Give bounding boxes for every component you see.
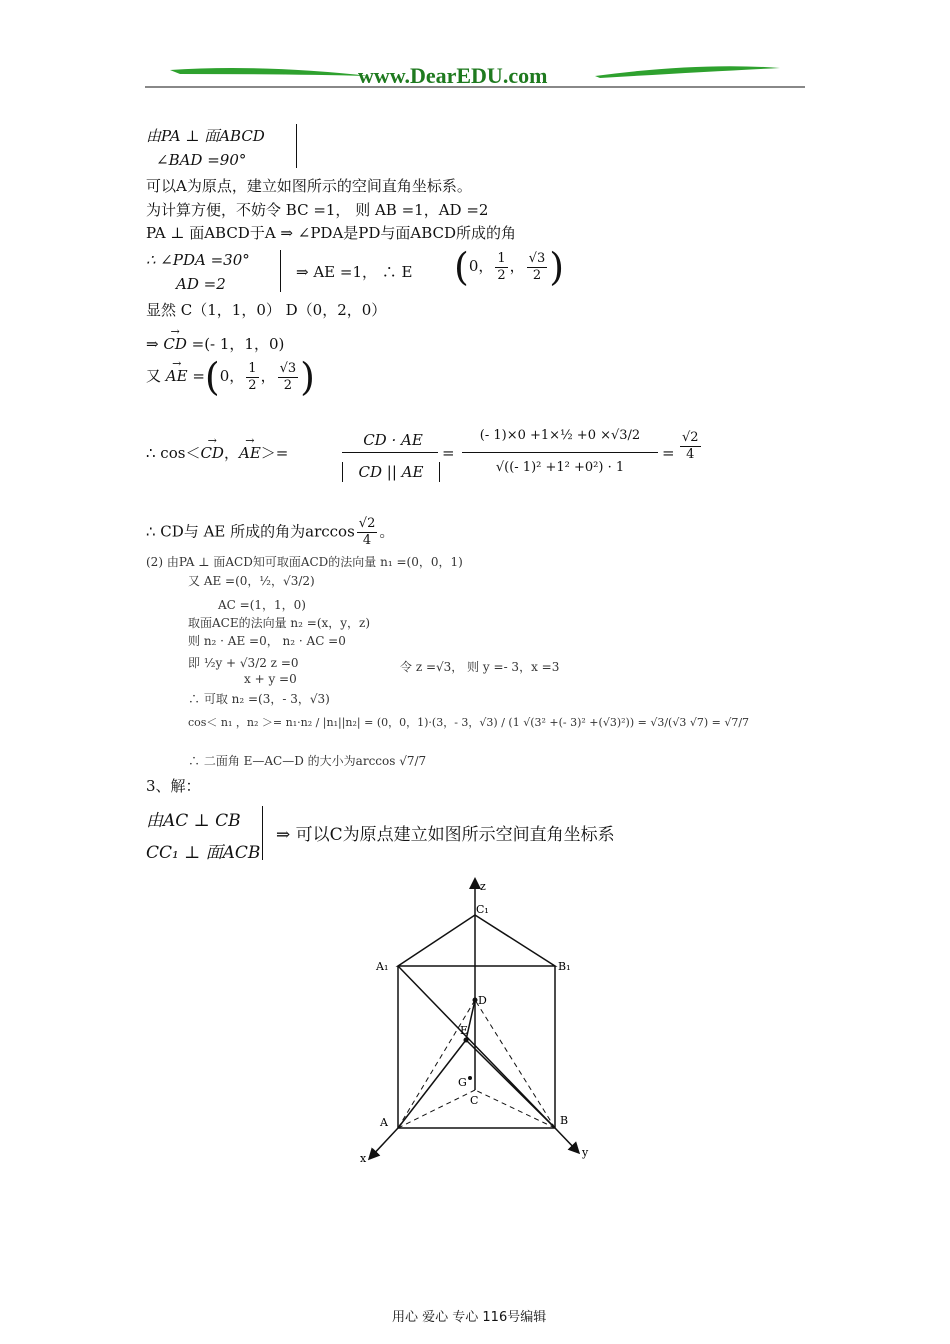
prism-figure bbox=[340, 872, 620, 1172]
part2-normal-n2: 取面ACE的法向量 n₂ =(x，y，z) bbox=[188, 616, 371, 630]
vector-ae: 又 → AE =(0， $\frac{1}{2}$ ， $\frac{√3}{2}$ ) bbox=[146, 358, 315, 396]
cos-den-2: √((- 1)² +1² +0²) · 1 bbox=[495, 460, 625, 475]
label-g: G bbox=[458, 1076, 467, 1089]
equals-2: = bbox=[662, 444, 675, 462]
cos-den-1: CD || AE bbox=[342, 462, 440, 482]
point-e bbox=[464, 1038, 469, 1043]
label-e: E bbox=[460, 1024, 469, 1037]
point-g bbox=[468, 1076, 472, 1080]
part2-vector-ae: 又 AE =(0，½，√3/2) bbox=[188, 574, 315, 588]
given-ac-perp-cb: 由AC ⊥ CB bbox=[146, 811, 241, 831]
point-d bbox=[473, 998, 478, 1003]
text-origin-c: ⇒ 可以C为原点建立如图所示空间直角坐标系 bbox=[276, 825, 615, 845]
given-cc1-perp: CC₁ ⊥ 面ACB bbox=[146, 843, 261, 863]
cos-formula-lhs: ∴ cos＜→ CD，→ AE＞= bbox=[146, 443, 288, 463]
frac-bar-2 bbox=[462, 452, 658, 453]
part2-cos: cos＜ n₁ ，n₂ ＞= n₁·n₂ / |n₁||n₂| = (0，0，1)·(3，- 3，√3) / (1 √(3² +(- 3)² +(√3)²)) = √3/(√3 √7) = √7/7 bbox=[188, 716, 750, 729]
given-pa-perp: 由PA ⊥ 面ABCD bbox=[146, 127, 265, 145]
point-e-coords: (0， $\frac{1}{2}$ ， $\frac{√3}{2}$ ) bbox=[454, 245, 565, 289]
part2-dot-products: 则 n₂ · AE =0， n₂ · AC =0 bbox=[188, 634, 346, 648]
given-ad-2: AD =2 bbox=[176, 275, 226, 293]
brace-line-3 bbox=[262, 806, 263, 860]
text-points-c-d: 显然 C（1，1，0） D（0，2，0） bbox=[146, 301, 387, 319]
label-y: y bbox=[582, 1146, 589, 1159]
text-angle-pda: PA ⊥ 面ABCD于A ⇒ ∠PDA是PD与面ABCD所成的角 bbox=[146, 224, 517, 242]
vector-cd: ⇒ → CD =(- 1，1，0) bbox=[146, 334, 284, 354]
cos-num-1: CD · AE bbox=[363, 431, 423, 449]
cos-result: $\frac{√2}{4}$ bbox=[682, 430, 699, 462]
problem-3-title: 3、解： bbox=[146, 777, 201, 795]
brace-line bbox=[296, 124, 297, 168]
equals-1: = bbox=[442, 444, 455, 462]
x-axis bbox=[370, 1128, 398, 1158]
frac-bar-1 bbox=[342, 452, 438, 453]
footer-text: 用心 爱心 专心 116号编辑 bbox=[392, 1310, 547, 1325]
cos-num-2: (- 1)×0 +1×½ +0 ×√3/2 bbox=[479, 428, 641, 443]
y-axis bbox=[555, 1128, 578, 1152]
part2-n2-value: ∴ 可取 n₂ =(3，- 3，√3) bbox=[188, 692, 330, 706]
part2-vector-ac: AC =(1，1，0) bbox=[218, 598, 306, 612]
given-angle-bad: ∠BAD =90° bbox=[156, 151, 247, 169]
part2-system-1: 即 ½y + √3/2 z =0 bbox=[188, 656, 299, 670]
text-ae-1: ⇒ AE =1， ∴ E bbox=[296, 263, 413, 281]
label-c: C bbox=[470, 1094, 479, 1107]
label-b1: B₁ bbox=[558, 960, 571, 973]
given-pda-30: ∴ ∠PDA =30° bbox=[146, 251, 250, 269]
label-a1: A₁ bbox=[376, 960, 389, 973]
part2-solution: 令 z =√3， 则 y =- 3，x =3 bbox=[400, 660, 560, 674]
angle-result: ∴ CD与 AE 所成的角为arccos $\frac{√2}{4}$ 。 bbox=[146, 516, 395, 548]
brace-line-2 bbox=[280, 250, 281, 292]
label-b: B bbox=[560, 1114, 569, 1127]
label-d: D bbox=[478, 994, 487, 1007]
label-z: z bbox=[480, 880, 486, 893]
text-origin-setup: 可以A为原点，建立如图所示的空间直角坐标系。 bbox=[146, 177, 472, 195]
text-let-bc: 为计算方便，不妨令 BC =1， 则 AB =1，AD =2 bbox=[146, 201, 489, 219]
site-logo-text[interactable]: www.DearEDU.com bbox=[358, 63, 548, 88]
part2-normal-n1: (2) 由PA ⊥ 面ACD知可取面ACD的法向量 n₁ =(0，0，1) bbox=[146, 555, 463, 569]
label-a: A bbox=[380, 1116, 388, 1129]
label-x: x bbox=[360, 1152, 367, 1165]
label-c1: C₁ bbox=[476, 903, 489, 916]
part2-dihedral: ∴ 二面角 E—AC—D 的大小为arccos √7/7 bbox=[188, 754, 427, 768]
part2-system-2: x + y =0 bbox=[244, 672, 297, 686]
